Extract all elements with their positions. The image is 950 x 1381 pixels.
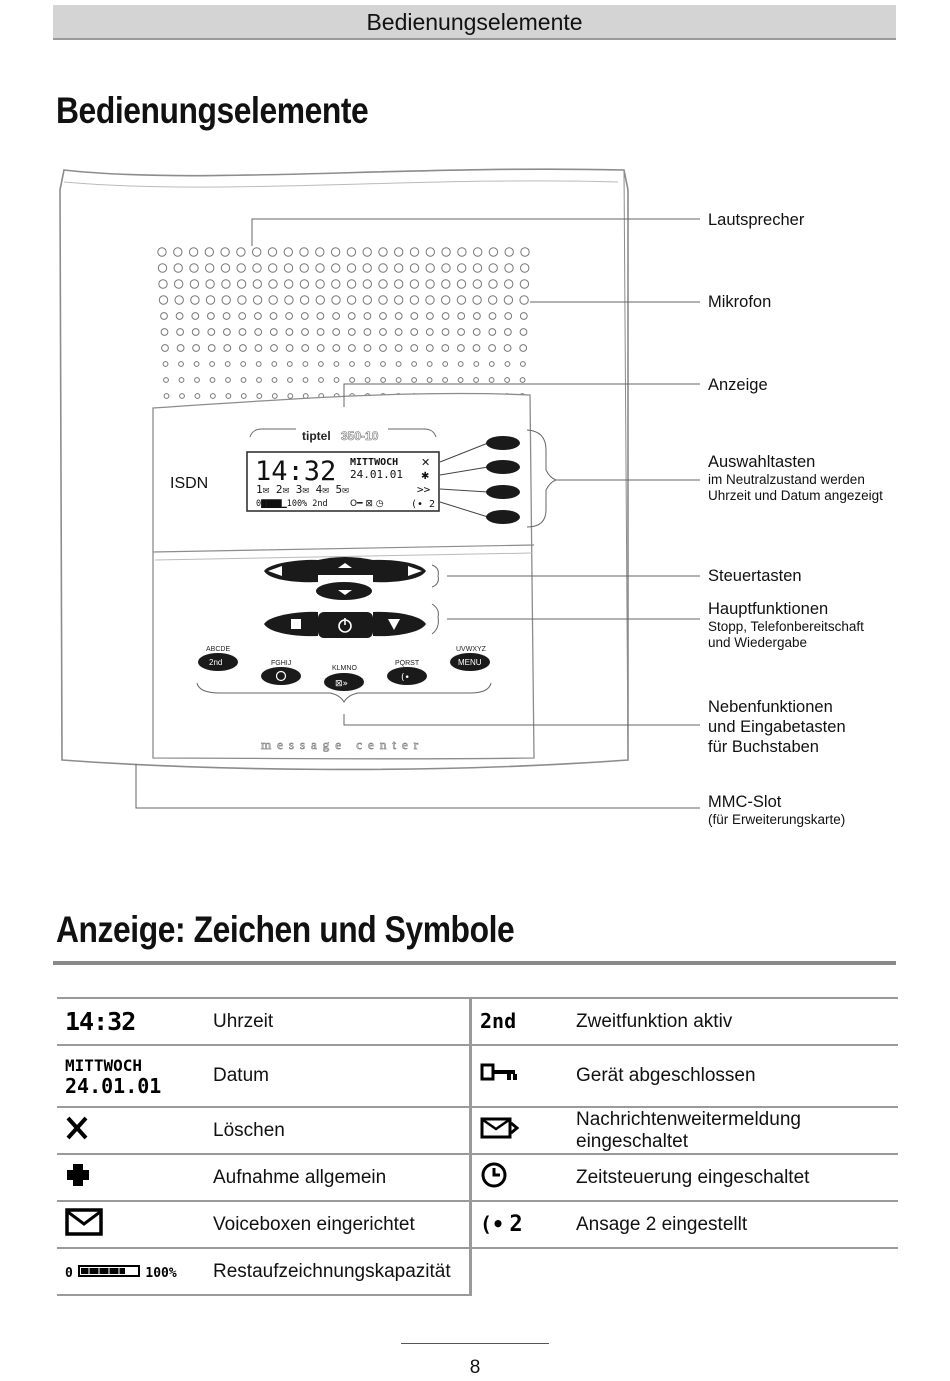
delete-x-icon (57, 1107, 213, 1154)
symbols-table (57, 997, 898, 1296)
section-heading-symbols: Anzeige: Zeichen und Symbole (56, 909, 515, 950)
svg-text:>>: >> (417, 483, 431, 496)
symbol-label: Aufnahme allgemein (213, 1154, 471, 1201)
callout-anzeige: Anzeige (708, 376, 768, 394)
section-heading-controls: Bedienungselemente (56, 90, 369, 131)
symbol-label: Ansage 2 eingestellt (576, 1201, 898, 1248)
running-header: Bedienungselemente (53, 5, 896, 40)
callout-steuertasten: Steuertasten (708, 567, 802, 585)
lcd-voiceboxes: 1✉ 2✉ 3✉ 4✉ 5✉ (256, 483, 349, 496)
svg-text:⊠»: ⊠» (335, 679, 349, 689)
date-display-icon: MITTWOCH 24.01.01 (57, 1045, 213, 1107)
time-display-icon: 14:32 (57, 998, 213, 1045)
table-row (57, 1045, 898, 1107)
lcd-ansage: (• 2 (411, 499, 436, 510)
symbol-label: Zeitsteuerung eingeschaltet (576, 1154, 898, 1201)
table-row (57, 1107, 898, 1154)
isdn-label: ISDN (170, 475, 209, 492)
second-function-icon: 2nd (471, 998, 577, 1045)
footer-rule (401, 1343, 549, 1344)
capacity-bar-icon: 0 100% (57, 1248, 213, 1295)
symbol-label: Datum (213, 1045, 471, 1107)
callout-nebenfunktionen: Nebenfunktionen und Eingabetasten für Buchstaben (708, 698, 846, 756)
brand-logo: tiptel (302, 429, 331, 443)
table-row (57, 1201, 898, 1248)
svg-text:(•: (• (401, 673, 410, 683)
svg-text:MENU: MENU (458, 658, 482, 667)
lcd-day: MITTWOCH (350, 457, 399, 468)
table-row (57, 1154, 898, 1201)
lcd-date: 24.01.01 (350, 468, 403, 481)
announcement-2-icon: (• 2 (471, 1201, 577, 1248)
callout-auswahltasten: Auswahltasten im Neutralzustand werden Uhrzeit und Datum angezeigt (708, 453, 883, 503)
forward-message-icon (471, 1107, 577, 1154)
table-row (57, 998, 898, 1045)
svg-text:PQRST: PQRST (395, 660, 420, 667)
section-rule (53, 961, 896, 965)
callout-mikrofon: Mikrofon (708, 293, 772, 311)
symbol-label: Restaufzeichnungskapazität (213, 1248, 471, 1295)
message-center-label: message center (261, 737, 425, 752)
clock-icon (471, 1154, 577, 1201)
symbol-label: Gerät abgeschlossen (576, 1045, 898, 1107)
symbol-label: Zweitfunktion aktiv (576, 998, 898, 1045)
table-row (57, 1248, 898, 1295)
lcd-status-row: 0▇▇▇▇▁100% 2nd (256, 499, 328, 509)
symbol-label: Uhrzeit (213, 998, 471, 1045)
symbol-label: Voiceboxen eingerichtet (213, 1201, 471, 1248)
svg-text:ABCDE: ABCDE (206, 646, 231, 653)
svg-text:✱: ✱ (421, 471, 430, 482)
callout-hauptfunktionen: Hauptfunktionen Stopp, Telefonbereitschaft und Wiedergabe (708, 600, 864, 650)
svg-text:O━ ⊠ ◷: O━ ⊠ ◷ (350, 499, 384, 509)
model-name: 350-10 (341, 429, 379, 443)
main-function-keys (264, 612, 426, 638)
symbol-label: Nachrichtenweitermeldung eingeschaltet (576, 1107, 898, 1154)
symbol-label: Löschen (213, 1107, 471, 1154)
svg-text:UVWXYZ: UVWXYZ (456, 646, 486, 653)
lcd-time: 14:32 (255, 456, 337, 487)
page-number: 8 (469, 1357, 481, 1378)
svg-text:2nd: 2nd (209, 658, 223, 667)
callout-mmc-slot: MMC-Slot (für Erweiterungskarte) (708, 793, 846, 827)
voicebox-icon (57, 1201, 213, 1248)
svg-text:✕: ✕ (421, 456, 431, 469)
key-lock-icon (471, 1045, 577, 1107)
svg-text:KLMNO: KLMNO (332, 665, 357, 672)
callout-lautsprecher: Lautsprecher (708, 211, 805, 229)
svg-text:FGHIJ: FGHIJ (271, 660, 292, 667)
record-icon (57, 1154, 213, 1201)
